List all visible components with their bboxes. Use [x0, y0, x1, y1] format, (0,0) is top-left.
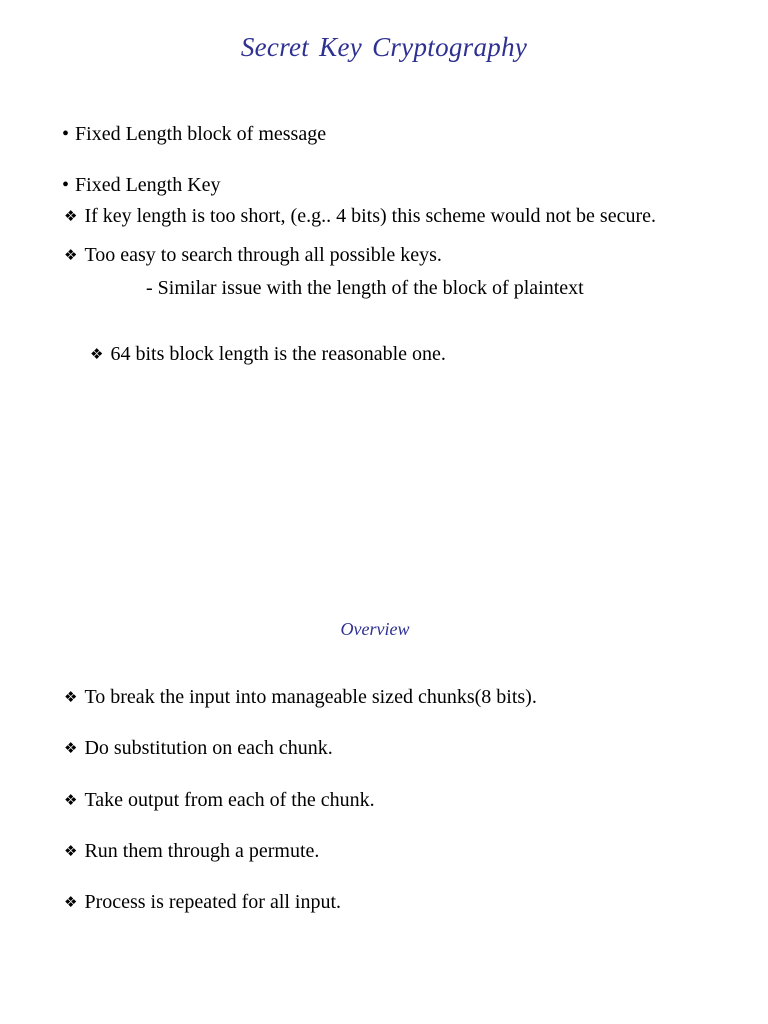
bullet-fixed-length-key: [62, 172, 221, 198]
diamond-bullet-icon: ❖: [64, 893, 78, 911]
overview-item-text: Take output from each of the chunk.: [84, 789, 375, 811]
diamond-bullet-icon: ❖: [64, 246, 78, 264]
diamond-bullet-icon: ❖: [64, 739, 78, 757]
overview-item-permute: [64, 838, 319, 864]
bullet-text: Fixed Length block of message: [75, 123, 327, 145]
overview-item-text: Do substitution on each chunk.: [84, 737, 333, 759]
overview-item-take-output: [64, 787, 375, 813]
overview-item-text: Process is repeated for all input.: [84, 891, 342, 913]
point-text: If key length is too short, (e.g.. 4 bits) this scheme would not be secure.: [84, 205, 657, 227]
page-title: Secret Key Cryptography: [240, 32, 528, 62]
sub-point-text: - Similar issue with the length of the block of plaintext: [146, 277, 584, 299]
overview-item-repeat: [64, 889, 341, 915]
diamond-bullet-icon: ❖: [90, 345, 104, 363]
bullet-marker: •: [62, 174, 70, 196]
diamond-bullet-icon: ❖: [64, 842, 78, 860]
point-64-bit-block: [90, 341, 446, 367]
bullet-fixed-length-block: [62, 121, 326, 147]
bullet-marker: •: [62, 123, 70, 145]
overview-item-text: To break the input into manageable sized chunks(8 bits).: [84, 686, 537, 708]
point-short-key-insecure: [64, 203, 656, 229]
point-text: 64 bits block length is the reasonable one.: [110, 343, 446, 365]
diamond-bullet-icon: ❖: [64, 791, 78, 809]
overview-heading: Overview: [340, 619, 410, 639]
overview-item-break-input: [64, 684, 537, 710]
sub-point-plaintext-block: [146, 275, 584, 301]
overview-item-text: Run them through a permute.: [84, 840, 320, 862]
point-easy-key-search: [64, 242, 442, 268]
bullet-text: Fixed Length Key: [75, 174, 221, 196]
diamond-bullet-icon: ❖: [64, 688, 78, 706]
point-text: Too easy to search through all possible keys.: [84, 244, 442, 266]
overview-item-substitution: [64, 735, 333, 761]
diamond-bullet-icon: ❖: [64, 207, 78, 225]
